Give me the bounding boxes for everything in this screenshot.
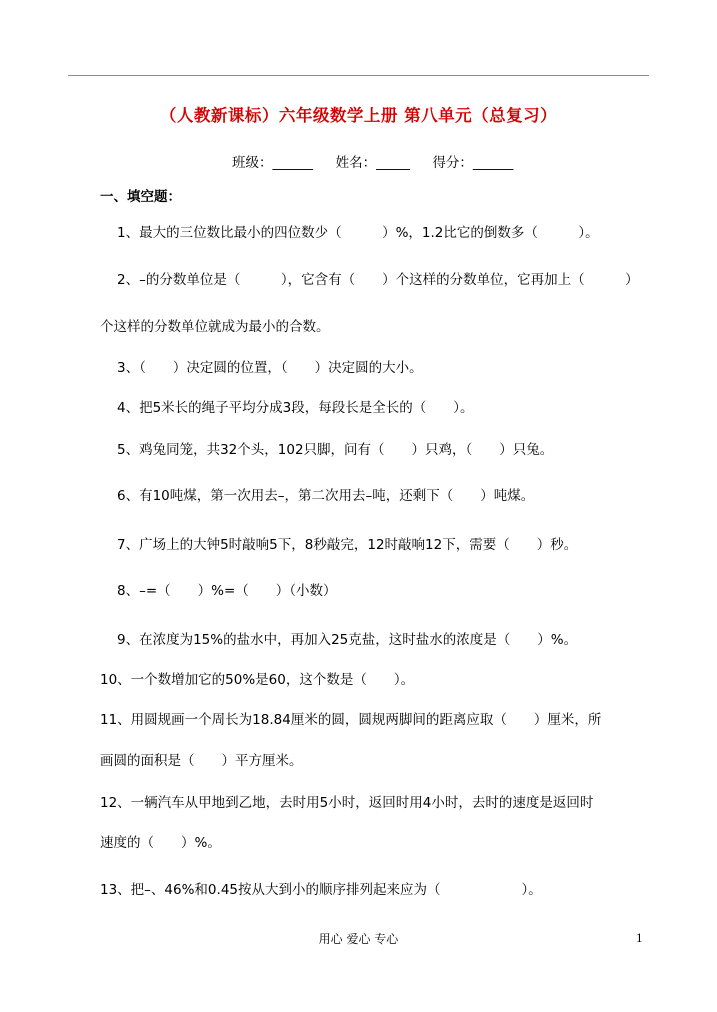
question-9: 9、在浓度为15%的盐水中，再加入25克盐，这时盐水的浓度是（ ）%。 bbox=[117, 632, 578, 648]
class-field: 班级：______ bbox=[232, 155, 313, 171]
question-10: 10、一个数增加它的50%是60，这个数是（ ）。 bbox=[100, 672, 415, 688]
question-4: 4、把5米长的绳子平均分成3段，每段长是全长的（ ）。 bbox=[117, 400, 474, 416]
question-11: 11、用圆规画一个周长为18.84厘米的圆，圆规两脚间的距离应取（ ）厘米，所 bbox=[100, 712, 602, 728]
name-field: 姓名：_____ bbox=[335, 155, 410, 171]
score-field: 得分：______ bbox=[432, 155, 514, 171]
question-1: 1、最大的三位数比最小的四位数少（ ）%，1.2比它的倒数多（ ）。 bbox=[117, 225, 599, 241]
question-6: 6、有10吨煤，第一次用去–，第二次用去–吨，还剩下（ ）吨煤。 bbox=[117, 488, 535, 504]
question-11-continued: 画圆的面积是（ ）平方厘米。 bbox=[100, 753, 303, 769]
section-heading: 一、填空题： bbox=[100, 189, 181, 205]
question-3: 3、（ ）决定圆的位置，（ ）决定圆的大小。 bbox=[117, 360, 423, 376]
footer-motto: 用心 爱心 专心 bbox=[318, 932, 399, 946]
question-12: 12、一辆汽车从甲地到乙地，去时用5小时，返回时用4小时，去时的速度是返回时 bbox=[100, 795, 594, 811]
question-12-continued: 速度的（ ）%。 bbox=[100, 835, 221, 851]
question-13: 13、把–、46%和0.45按从大到小的顺序排列起来应为（ ）。 bbox=[100, 882, 542, 898]
question-2: 2、–的分数单位是（ ），它含有（ ）个这样的分数单位，它再加上（ ） bbox=[117, 272, 639, 288]
student-info-line bbox=[232, 151, 513, 171]
page-number: 1 bbox=[636, 930, 643, 945]
question-7: 7、广场上的大钟5时敲响5下，8秒敲完，12时敲响12下，需要（ ）秒。 bbox=[117, 537, 578, 553]
question-5: 5、鸡兔同笼，共32个头，102只脚，问有（ ）只鸡，（ ）只兔。 bbox=[117, 442, 554, 458]
question-2-continued: 个这样的分数单位就成为最小的合数。 bbox=[100, 319, 330, 335]
header-rule bbox=[68, 75, 649, 76]
page-title: （人教新课标）六年级数学上册 第八单元（总复习） bbox=[159, 106, 558, 125]
question-8: 8、–=（ ）%=（ ）（小数） bbox=[117, 583, 337, 599]
